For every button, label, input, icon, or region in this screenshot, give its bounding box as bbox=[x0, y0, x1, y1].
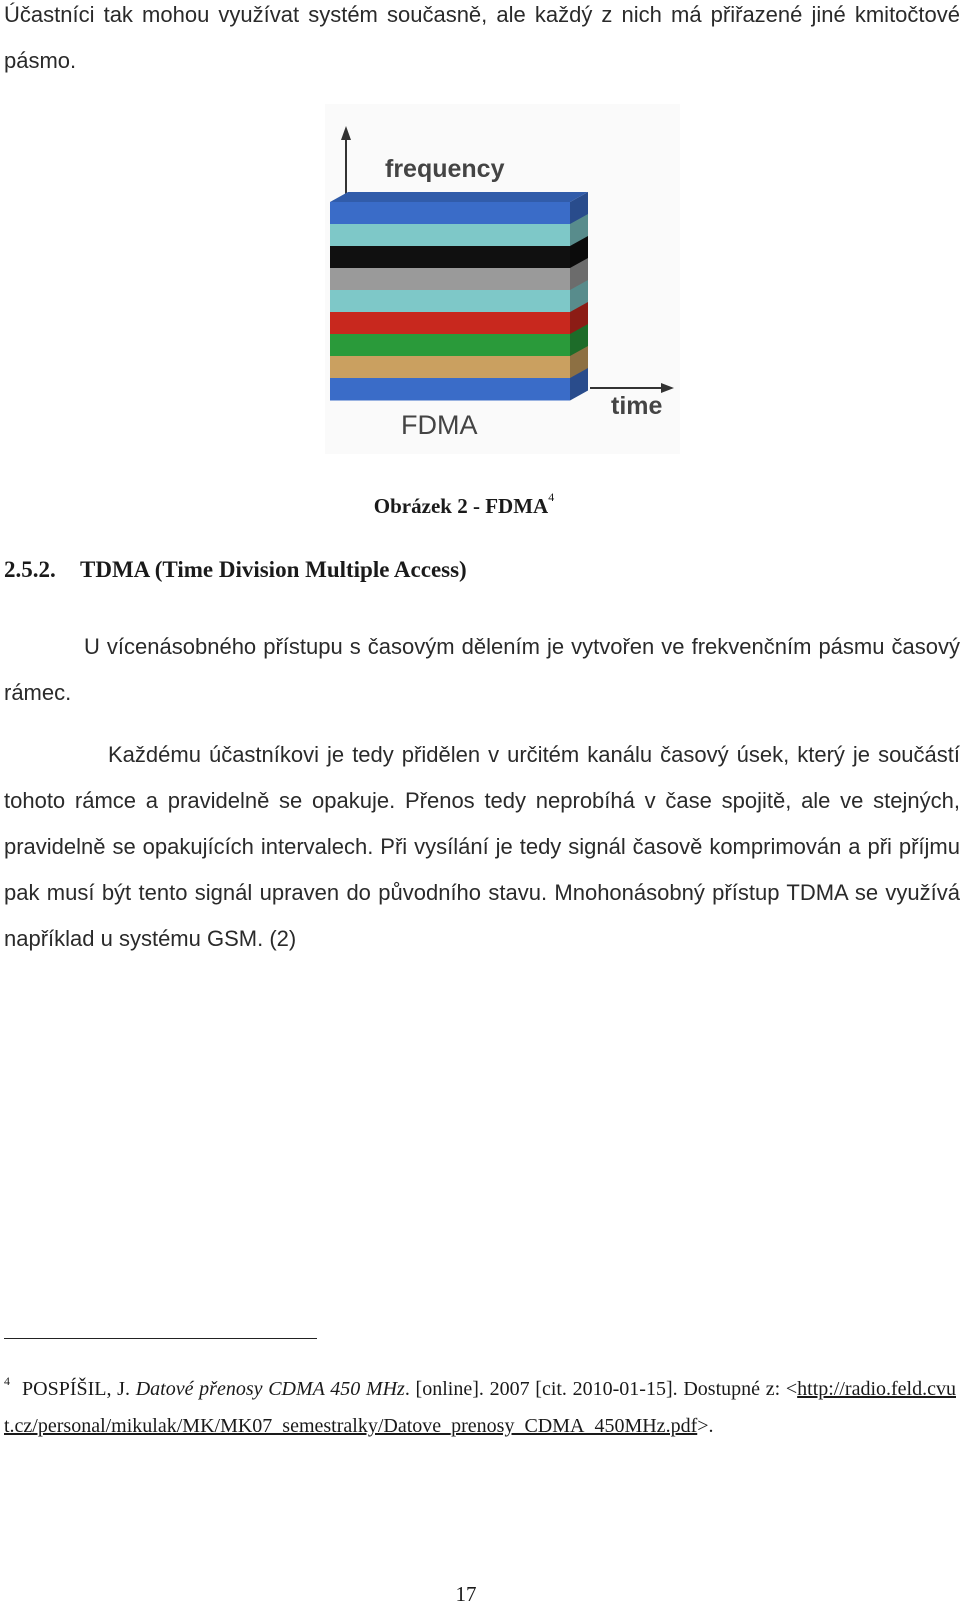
figure-caption bbox=[0, 490, 928, 519]
band-2-front bbox=[330, 224, 570, 247]
band-8-front bbox=[330, 356, 570, 379]
intro-paragraph: Účastníci tak mohou využívat systém současně, ale každý z nich má přiřazené jiné kmitočtové pásmo. bbox=[4, 2, 960, 73]
footnote bbox=[4, 1371, 956, 1445]
paragraph-1: U vícenásobného přístupu s časovým dělením je vytvořen ve frekvenčním pásmu časový rámec. bbox=[4, 634, 960, 705]
fdma-diagram bbox=[325, 104, 680, 454]
band-6-front bbox=[330, 312, 570, 335]
section-number: 2.5.2. bbox=[4, 557, 56, 582]
time-label: time bbox=[611, 392, 663, 420]
footnote-mark: 4 bbox=[4, 1374, 10, 1388]
slab-top-face bbox=[330, 192, 588, 202]
footnote-closing: >. bbox=[697, 1415, 714, 1437]
band-7-front bbox=[330, 334, 570, 357]
band-9-front bbox=[330, 378, 570, 401]
fdma-label: FDMA bbox=[401, 410, 478, 440]
frequency-label: frequency bbox=[385, 155, 505, 183]
fdma-figure bbox=[325, 104, 680, 454]
footnote-separator bbox=[4, 1338, 317, 1339]
caption-footnote-ref: 4 bbox=[548, 490, 555, 504]
band-1-front bbox=[330, 202, 570, 225]
page-number: 17 bbox=[455, 1582, 477, 1606]
paragraph-2: Každému účastníkovi je tedy přidělen v určitém kanálu časový úsek, který je součástí tohoto rámce a pravidelně se opakuje. Přenos tedy neprobíhá v čase spojitě, ale ve stejných, pravidelně se opakujících intervalech. Při vysílání je tedy signál časově komprimován a při příjmu pak musí být tento signál upraven do původního stavu. Mnohonásobný přístup TDMA se využívá například u systému GSM. (2) bbox=[4, 742, 960, 951]
footnote-details: . [online]. 2007 [cit. 2010-01-15]. Dostupné z: < bbox=[404, 1378, 798, 1400]
footnote-title: Datové přenosy CDMA 450 MHz bbox=[135, 1378, 405, 1400]
section-title: TDMA (Time Division Multiple Access) bbox=[80, 557, 467, 582]
frequency-bands bbox=[330, 192, 588, 401]
footnote-author: POSPÍŠIL, J. bbox=[22, 1378, 130, 1400]
band-5-front bbox=[330, 290, 570, 313]
footnote-link[interactable]: http://radio.feld.cvut.cz/personal/mikulak/MK/MK07_semestralky/Datove_prenosy_CDMA_450MHz.pdf bbox=[4, 1378, 956, 1437]
band-4-front bbox=[330, 268, 570, 291]
caption-text: Obrázek 2 - FDMA bbox=[373, 494, 549, 518]
band-3-front bbox=[330, 246, 570, 269]
section-heading bbox=[4, 557, 467, 583]
